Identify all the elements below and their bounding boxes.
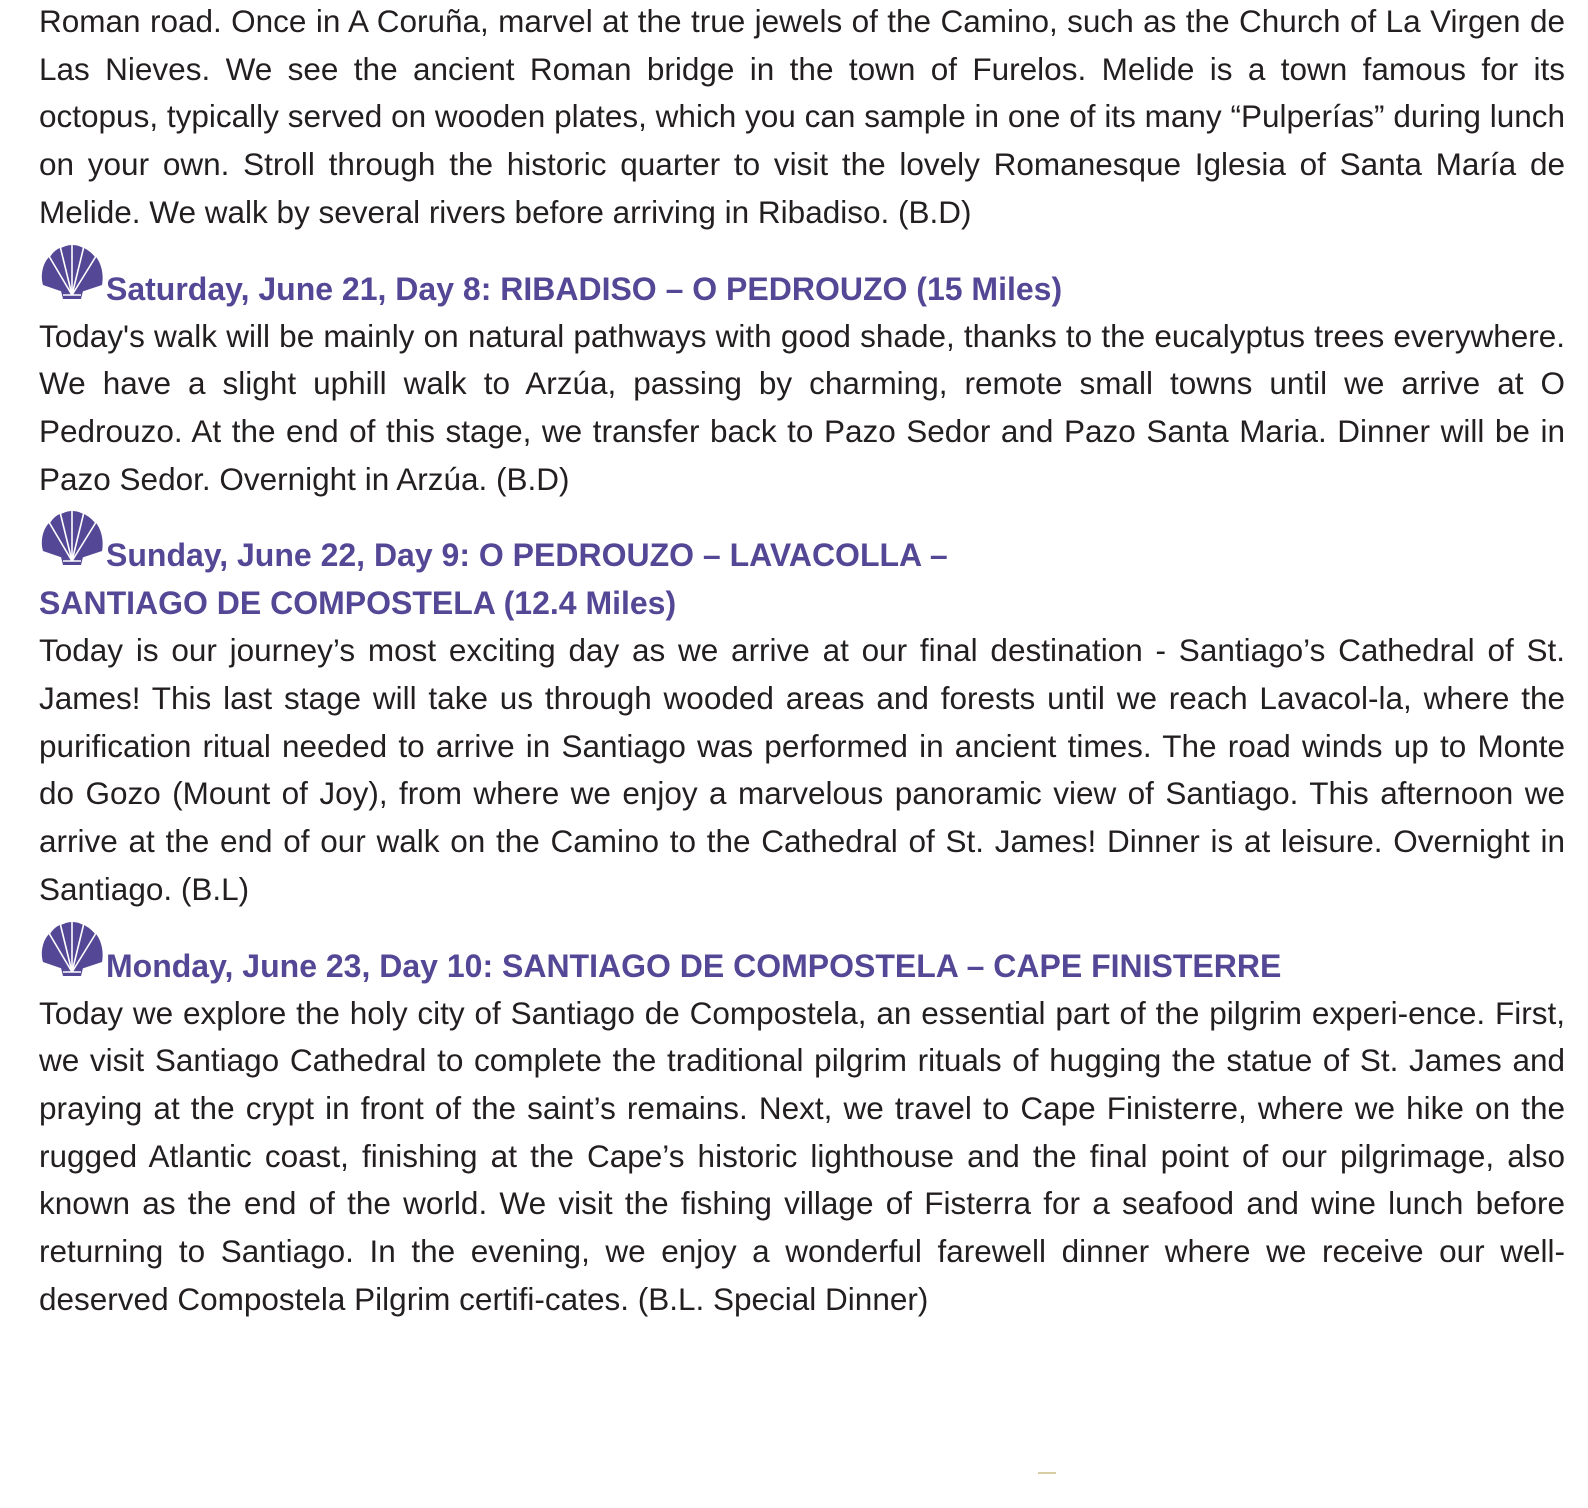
day-description: Today's walk will be mainly on natural pathways with good shade, thanks to the eucalyptus trees everywhere. We have a slight uphill walk to Arzúa, passing by charming, remote small towns until we arrive at O Pedrouzo. At the end of this stage, we transfer back to Pazo Sedor and Pazo Santa Maria. Dinner will be in Pazo Sedor. Overnight in Arzúa. (B.D) [39, 317, 1565, 497]
scallop-shell-icon [39, 509, 105, 567]
day-heading [39, 265, 1565, 313]
day-description: Today is our journey’s most exciting day as we arrive at our final destination - Santiago’s Cathedral of St. James! This last stage will take us through wooded areas and forests until we reach Lavacol-la, where the purification ritual needed to arrive in Santiago was performed in ancient times. The road winds up to Monte do Gozo (Mount of Joy), from where we enjoy a marvelous panoramic view of Santiago. This afternoon we arrive at the end of our walk on the Camino to the Cathedral of St. James! Dinner is at leisure. Overnight in Santiago. (B.L) [39, 632, 1565, 907]
itinerary-page [39, 0, 1565, 1323]
scallop-shell-icon [39, 920, 105, 978]
footer-mark [1038, 1472, 1056, 1474]
day-heading-text-line2: SANTIAGO DE COMPOSTELA (12.4 Miles) [39, 585, 677, 622]
intro-paragraph: Roman road. Once in A Coruña, marvel at the true jewels of the Camino, such as the Church of La Virgen de Las Nieves. We see the ancient Roman bridge in the town of Furelos. Melide is a town famous for its octopus, typically served on wooden plates, which you can sample in one of its many “Pulperías” during lunch on your own. Stroll through the historic quarter to visit the lovely Romanesque Iglesia of Santa María de Melide. We walk by several rivers before arriving in Ribadiso. (B.D) [39, 3, 1565, 230]
day-section [39, 942, 1565, 1324]
day-description: Today we explore the holy city of Santiago de Compostela, an essential part of the pilgrim experi-ence. First, we visit Santiago Cathedral to complete the traditional pilgrim rituals of hugging the statue of St. James and praying at the crypt in front of the saint’s remains. Next, we travel to Cape Finisterre, where we hike on the rugged Atlantic coast, finishing at the Cape’s historic lighthouse and the final point of our pilgrimage, also known as the end of the world. We visit the fishing village of Fisterra for a seafood and wine lunch before returning to Santiago. In the evening, we enjoy a wonderful farewell dinner where we receive our well-deserved Compostela Pilgrim certifi-cates. (B.L. Special Dinner) [39, 994, 1565, 1317]
scallop-shell-icon [39, 243, 105, 301]
day-heading [39, 531, 1565, 627]
day-heading-text: Monday, June 23, Day 10: SANTIAGO DE COMPOSTELA – CAPE FINISTERRE [106, 947, 1282, 984]
day-section [39, 265, 1565, 504]
day-heading-text: Sunday, June 22, Day 9: O PEDROUZO – LAVACOLLA – [106, 537, 948, 574]
day-section [39, 531, 1565, 913]
day-heading-text: Saturday, June 21, Day 8: RIBADISO – O PEDROUZO (15 Miles) [106, 270, 1063, 307]
day-heading [39, 942, 1565, 990]
